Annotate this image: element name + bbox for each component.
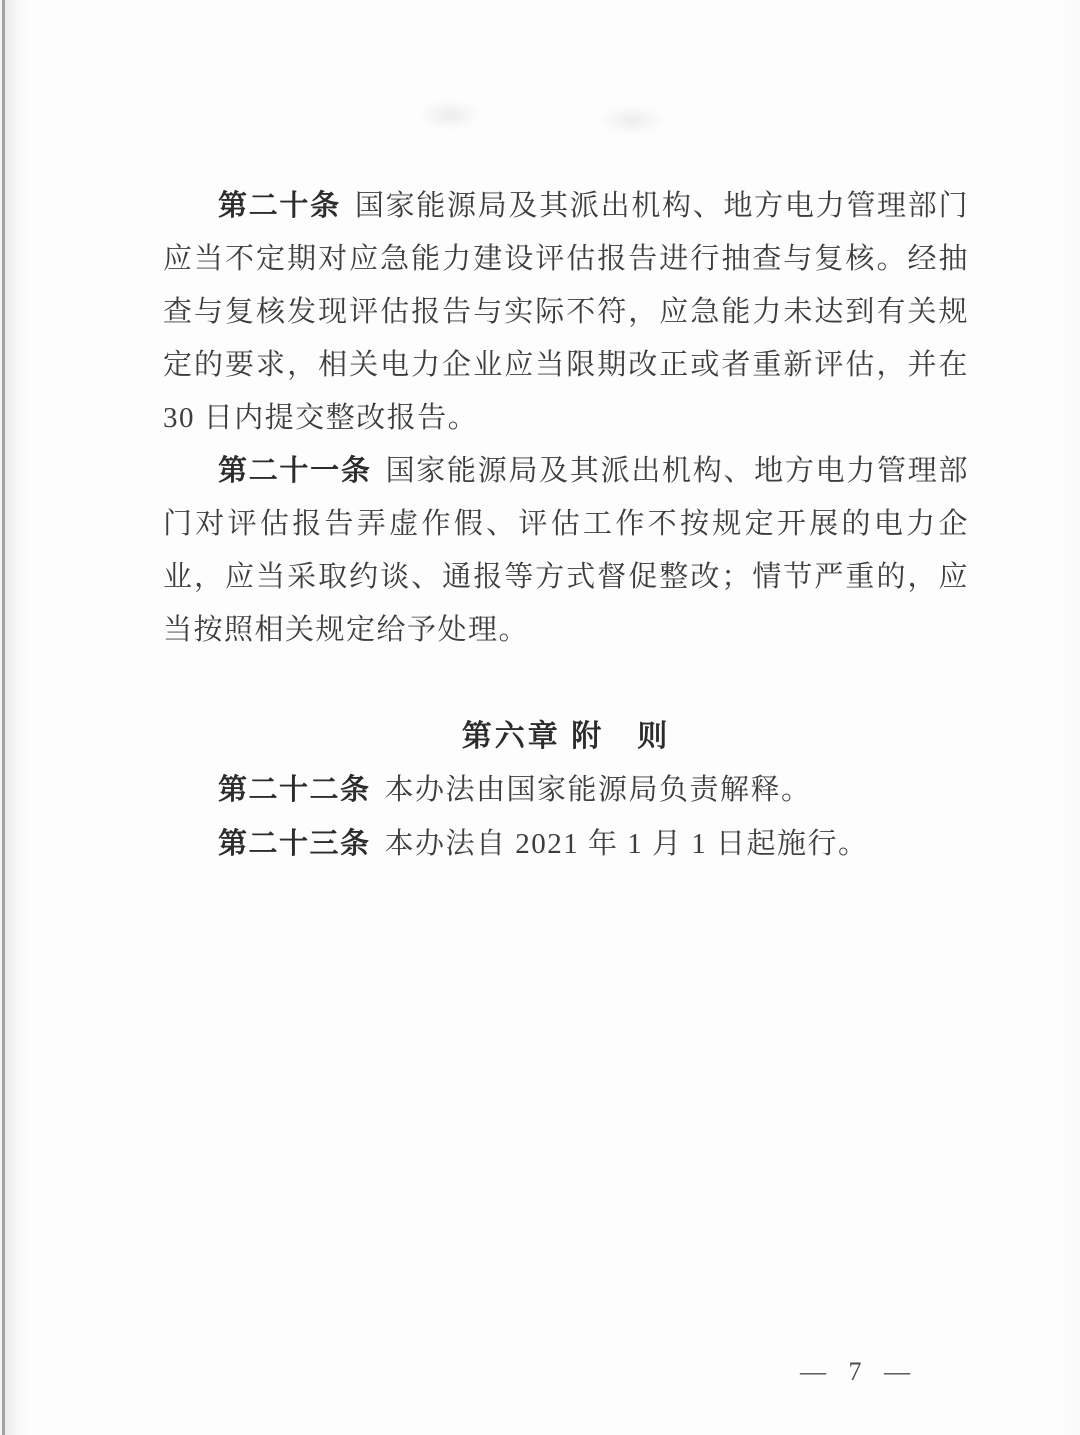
article-22-text: 本办法由国家能源局负责解释。: [384, 774, 812, 806]
article-20-label: 第二十条: [218, 190, 341, 222]
article-21-paragraph: [163, 445, 969, 657]
article-23-label: 第二十三条: [218, 828, 371, 860]
article-22-label: 第二十二条: [218, 774, 371, 806]
article-20-text: 国家能源局及其派出机构、地方电力管理部门应当不定期对应急能力建设评估报告进行抽查与复核。经抽查与复核发现评估报告与实际不符，应急能力未达到有关规定的要求，相关电力企业应当限期改正或者重新评估，并在 30 日内提交整改报告。: [163, 190, 969, 434]
document-body: [163, 180, 969, 871]
article-21-text: 国家能源局及其派出机构、地方电力管理部门对评估报告弄虚作假、评估工作不按规定开展的电力企业，应当采取约谈、通报等方式督促整改；情节严重的，应当按照相关规定给予处理。: [163, 455, 969, 646]
article-22-paragraph: [163, 763, 969, 817]
ink-smudge: [418, 100, 482, 130]
article-23-text: 本办法自 2021 年 1 月 1 日起施行。: [384, 828, 869, 860]
ink-smudge: [596, 106, 668, 134]
page-number: — 7 —: [800, 1357, 918, 1386]
article-21-label: 第二十一条: [218, 455, 372, 487]
article-23-paragraph: [163, 817, 969, 871]
chapter-heading: 第六章 附 则: [461, 720, 671, 753]
article-20-paragraph: [163, 180, 969, 445]
scan-edge-shadow: [5, 0, 19, 1435]
